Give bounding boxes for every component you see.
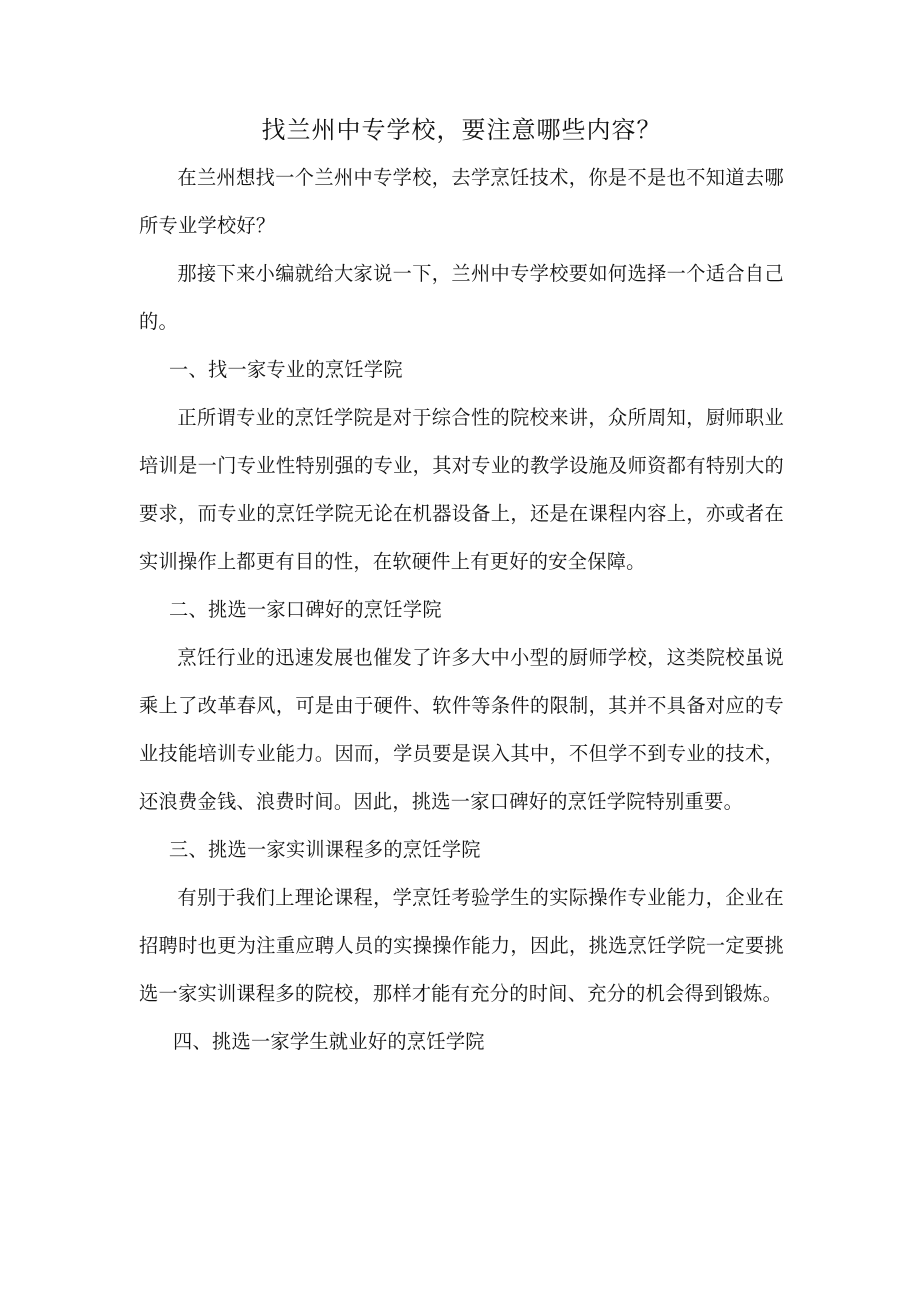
intro-paragraph-2: 那接下来小编就给大家说一下，兰州中专学校要如何选择一个适合自己的。	[139, 262, 784, 333]
section-paragraph-3: 有别于我们上理论课程，学烹饪考验学生的实际操作专业能力，企业在招聘时也更为注重应聘人员的实操操作能力，因此，挑选烹饪学院一定要挑选一家实训课程多的院校，那样才能有充分的时间、充分的机会得到锻炼。	[139, 886, 784, 1005]
page-title: 找兰州中专学校，要注意哪些内容？	[261, 116, 662, 144]
section-heading-2: 二、挑选一家口碑好的烹饪学院	[169, 598, 442, 621]
intro-paragraph-1: 在兰州想找一个兰州中专学校，去学烹饪技术，你是不是也不知道去哪所专业学校好？	[139, 166, 784, 237]
section-paragraph-1: 正所谓专业的烹饪学院是对于综合性的院校来讲，众所周知，厨师职业培训是一门专业性特别强的专业，其对专业的教学设施及师资都有特别大的要求，而专业的烹饪学院无论在机器设备上，还是在课程内容上，亦或者在实训操作上都更有目的性，在软硬件上有更好的安全保障。	[139, 406, 784, 573]
section-heading-3: 三、挑选一家实训课程多的烹饪学院	[169, 838, 481, 861]
section-paragraph-2: 烹饪行业的迅速发展也催发了许多大中小型的厨师学校，这类院校虽说乘上了改革春风，可是由于硬件、软件等条件的限制，其并不具备对应的专业技能培训专业能力。因而，学员要是误入其中，不但学不到专业的技术，还浪费金钱、浪费时间。因此，挑选一家口碑好的烹饪学院特别重要。	[139, 646, 784, 813]
document-body	[139, 112, 784, 1066]
section-heading-1: 一、找一家专业的烹饪学院	[169, 358, 403, 381]
section-heading-4: 四、挑选一家学生就业好的烹饪学院	[173, 1030, 485, 1053]
